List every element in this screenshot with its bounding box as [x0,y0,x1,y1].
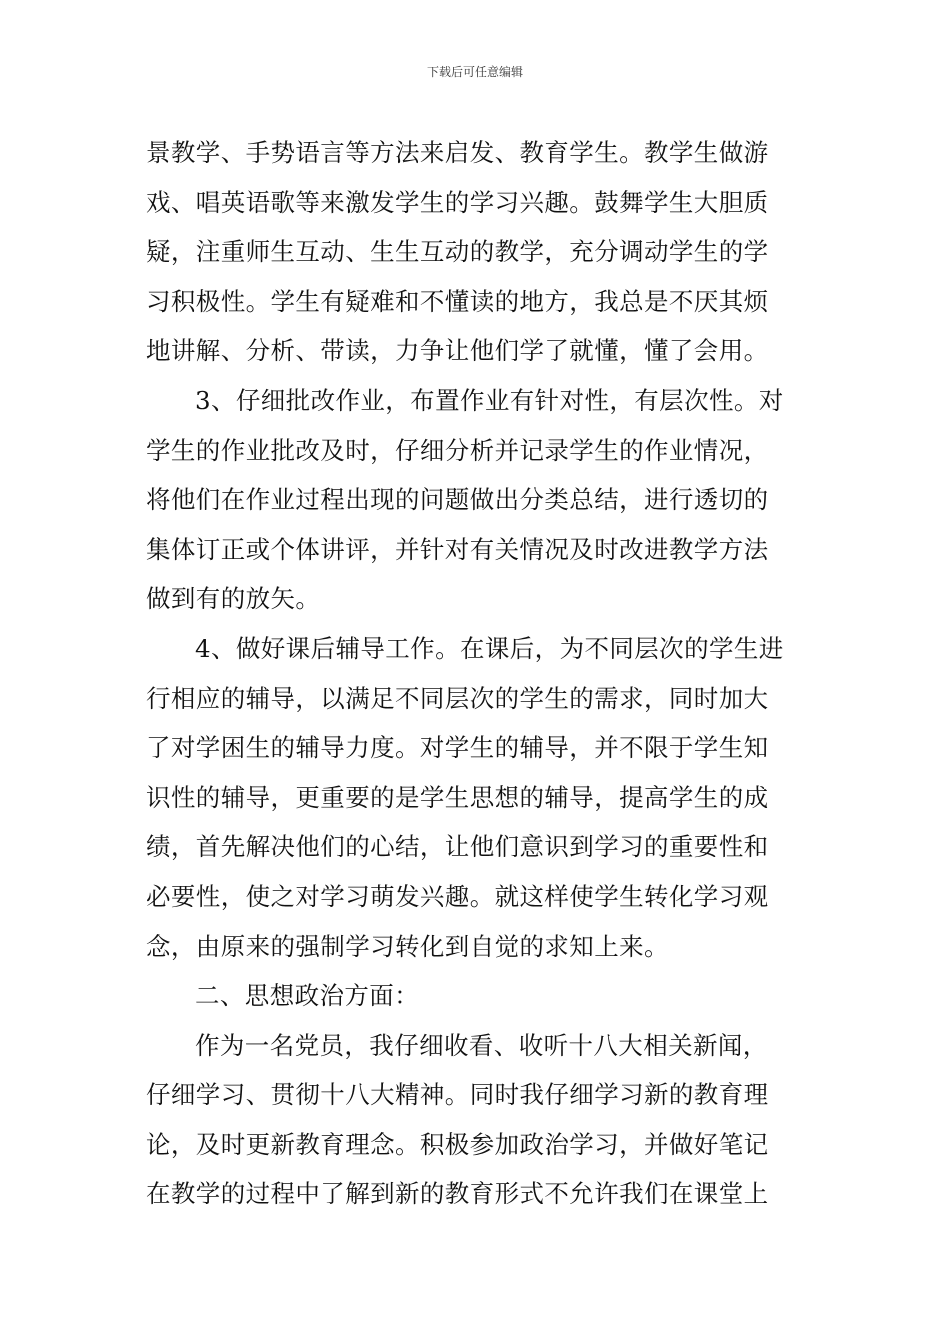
text-line: 仔细学习、贯彻十八大精神。同时我仔细学习新的教育理 [146,1080,769,1110]
text-line: 戏、唱英语歌等来激发学生的学习兴趣。鼓舞学生大胆质 [146,187,769,217]
text-line: 习积极性。学生有疑难和不懂读的地方，我总是不厌其烦 [146,286,769,316]
text-line: 念，由原来的强制学习转化到自觉的求知上来。 [146,931,669,961]
text-line: 了对学困生的辅导力度。对学生的辅导，并不限于学生知 [146,733,769,763]
text-line: 景教学、手势语言等方法来启发、教育学生。教学生做游 [146,138,769,167]
text-line: 做到有的放矢。 [146,584,321,614]
text-line: 在教学的过程中了解到新的教育形式不允许我们在课堂上 [146,1179,769,1209]
text-line: 将他们在作业过程出现的问题做出分类总结，进行透切的 [146,485,769,515]
text-line: 必要性，使之对学习萌发兴趣。就这样使学生转化学习观 [146,881,769,911]
document-body [146,128,808,1219]
text-line: 绩，首先解决他们的心结，让他们意识到学习的重要性和 [146,832,769,862]
text-line: 行相应的辅导，以满足不同层次的学生的需求，同时加大 [146,683,769,713]
text-line: 疑，注重师生互动、生生互动的教学，充分调动学生的学 [146,237,769,267]
page-header: 下载后可任意编辑 [426,65,523,79]
text-line: 论，及时更新教育理念。积极参加政治学习，并做好笔记 [146,1129,769,1159]
paragraph-start-line: 3、仔细批改作业，布置作业有针对性，有层次性。对 [195,385,784,415]
text-line: 学生的作业批改及时，仔细分析并记录学生的作业情况， [146,435,769,465]
text-line: 集体订正或个体讲评，并针对有关情况及时改进教学方法 [146,534,769,564]
paragraph-start-line: 作为一名党员，我仔细收看、收听十八大相关新闻， [195,1030,768,1060]
text-line: 识性的辅导，更重要的是学生思想的辅导，提高学生的成 [146,782,769,812]
section-heading: 二、思想政治方面： [195,981,420,1011]
text-line: 地讲解、分析、带读，力争让他们学了就懂，懂了会用。 [146,336,769,366]
paragraph-start-line: 4、做好课后辅导工作。在课后，为不同层次的学生进 [195,633,784,663]
